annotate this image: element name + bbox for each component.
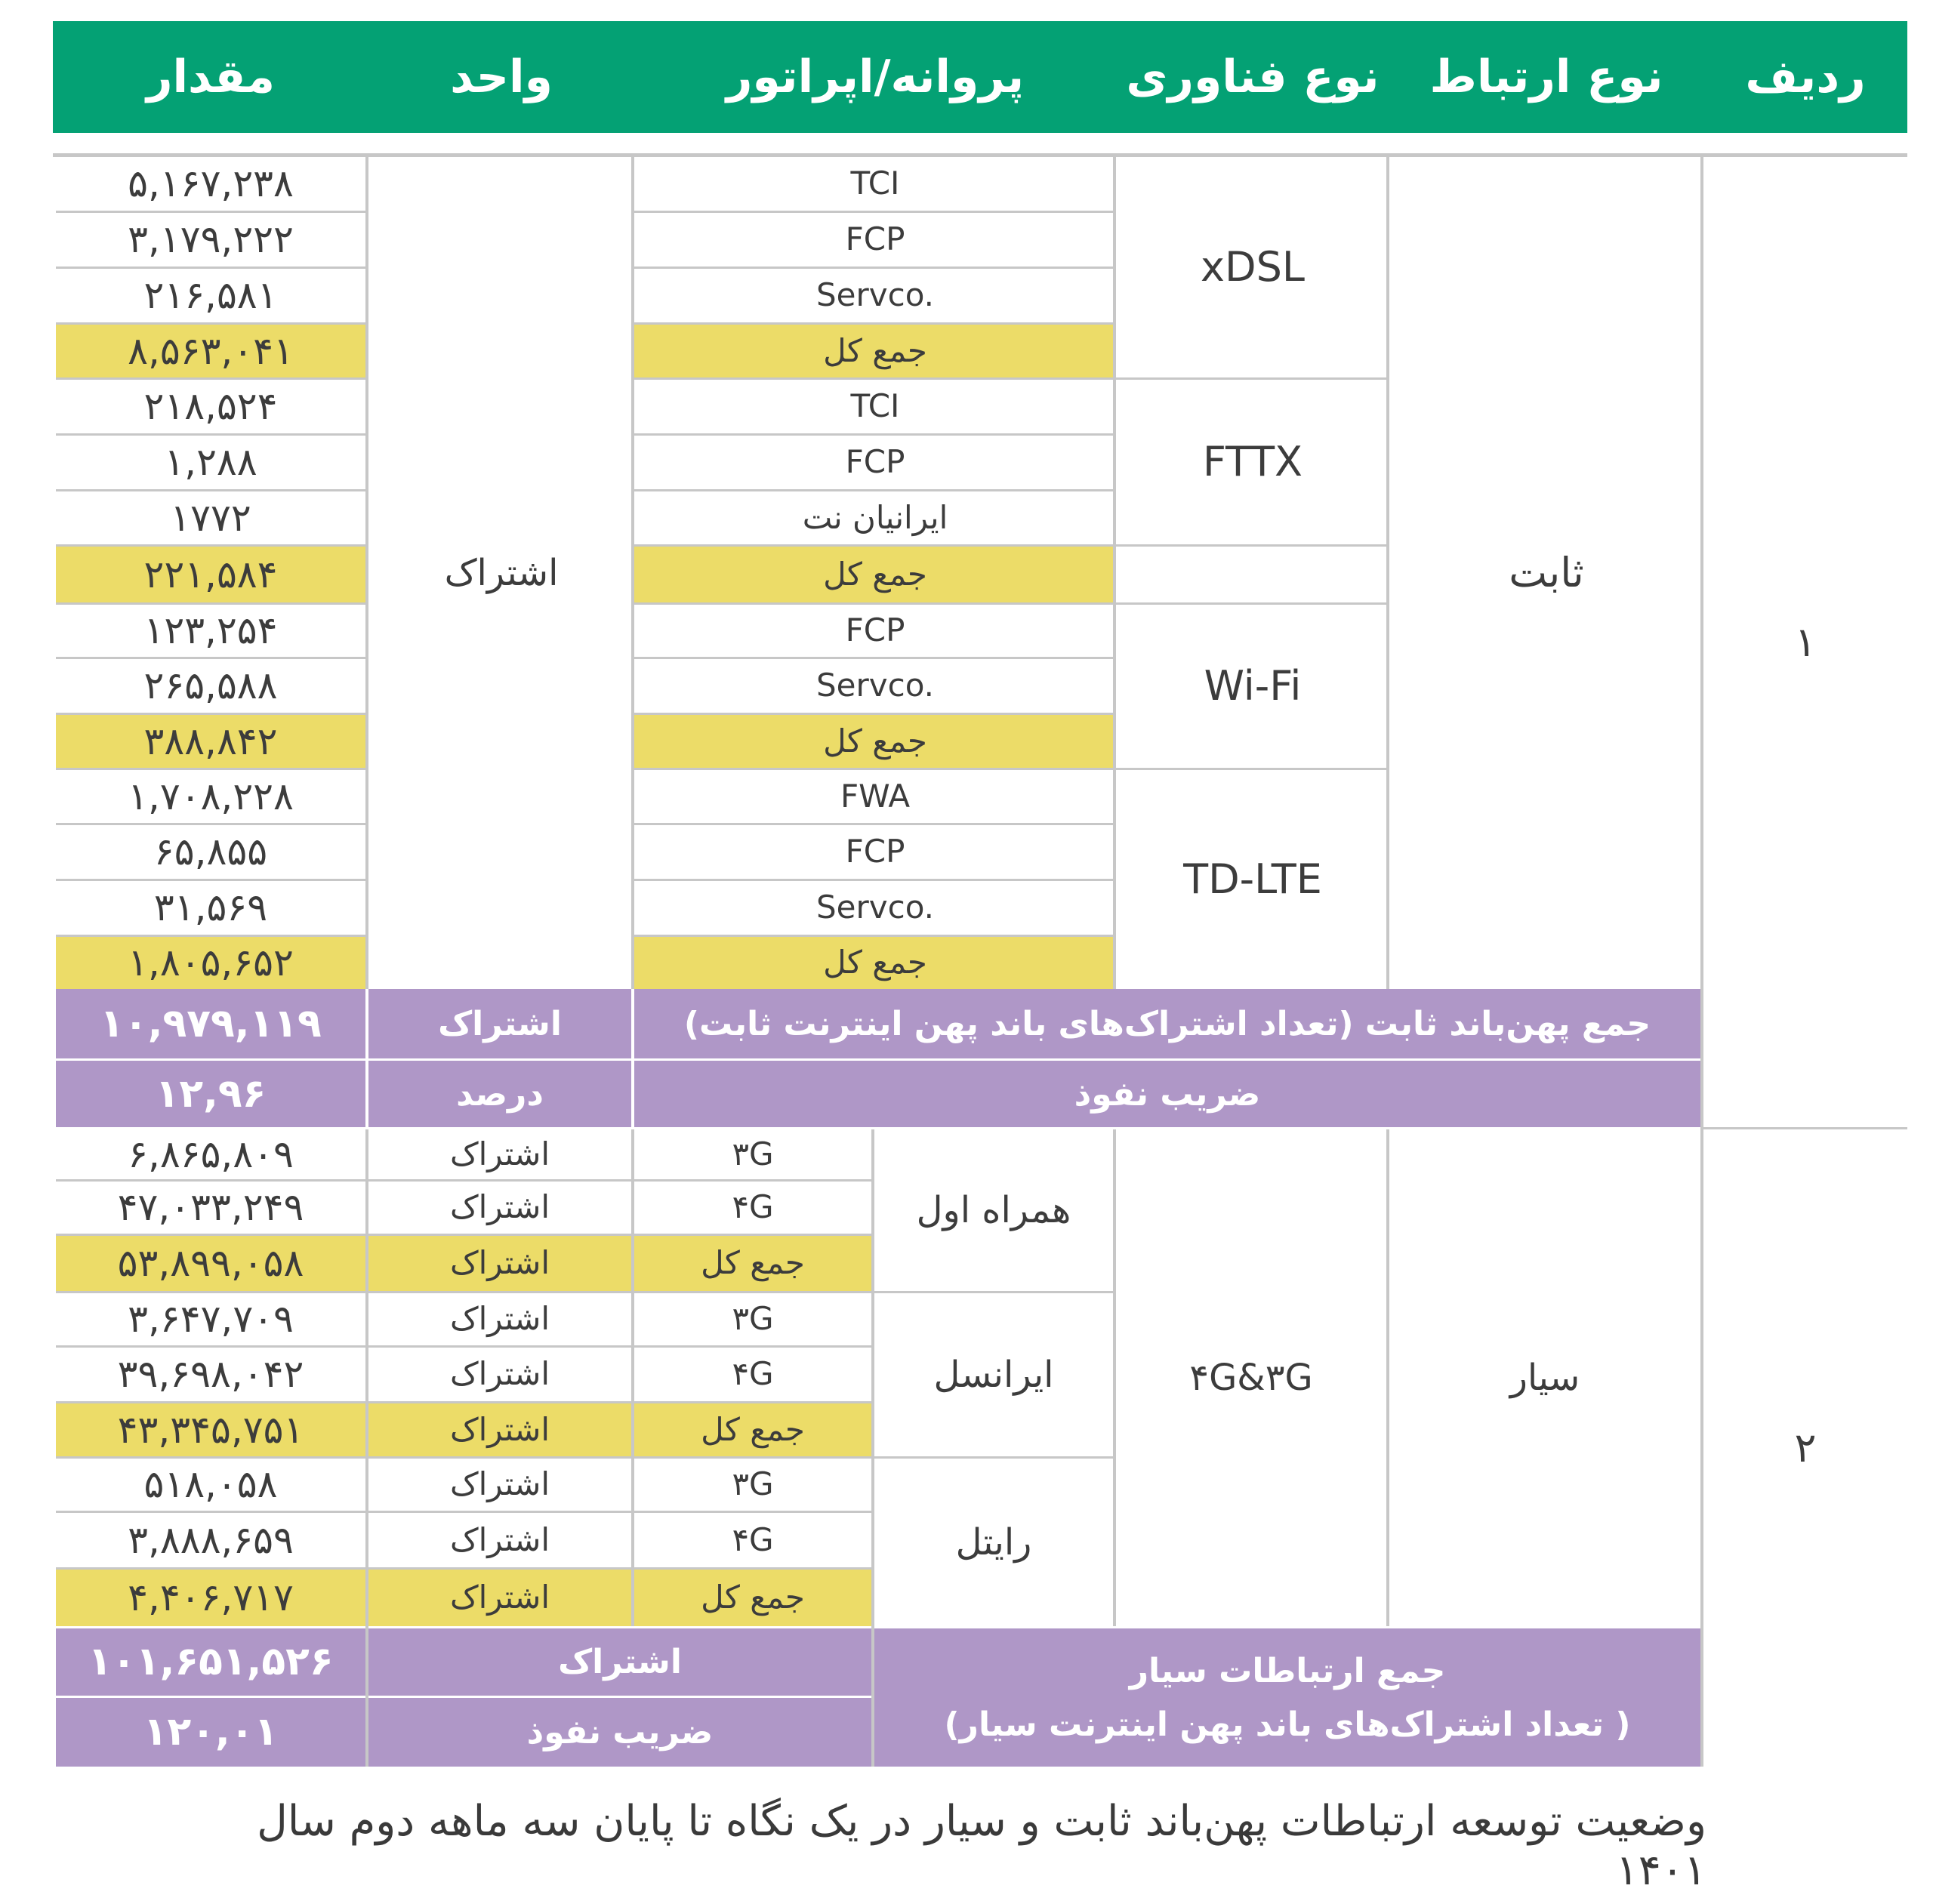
row-separator [56, 1511, 871, 1513]
row-separator [56, 1234, 871, 1236]
row-separator [56, 266, 365, 269]
unit-hamrahaval-4g: اشتراک [368, 1182, 631, 1234]
val-irancell-4g: ۳۹,۶۹۸,۰۴۲ [56, 1348, 365, 1401]
row-separator [634, 489, 1116, 491]
mobile-total-label-line1: جمع ارتباطات سیار [1129, 1651, 1446, 1690]
val-fttx-tci: ۲۱۸,۵۲۴ [56, 380, 365, 433]
op-xdsl-total: جمع کل [634, 325, 1116, 377]
row-separator [56, 433, 365, 436]
gen-hamrahaval-3g: ۳G [634, 1129, 871, 1179]
mobile-total-value: ۱۰۱,۶۵۱,۵۲۶ [56, 1628, 365, 1696]
row-separator [56, 1345, 871, 1348]
row-separator [634, 823, 1116, 825]
table-caption: وضعیت توسعه ارتباطات پهن‌باند ثابت و سیار در یک نگاه تا پایان سه ماهه دوم سال ۱۴۰۱ [257, 1797, 1706, 1895]
val-xdsl-total: ۸,۵۶۳,۰۴۱ [56, 325, 365, 377]
gen-rightel-3g: ۳G [634, 1459, 871, 1511]
val-wifi-servco: ۲۶۵,۵۸۸ [56, 659, 365, 713]
row-separator [56, 879, 365, 881]
row-separator [56, 544, 365, 547]
row-separator [634, 433, 1116, 436]
unit-irancell-4g: اشتراک [368, 1348, 631, 1401]
unit-rightel-total: اشتراک [368, 1570, 631, 1626]
op-wifi-total: جمع کل [634, 715, 1116, 768]
op-fttx-total: جمع کل [634, 547, 1116, 602]
val-hamrahaval-3g: ۶,۸۶۵,۸۰۹ [56, 1129, 365, 1179]
gen-rightel-total: جمع کل [634, 1570, 871, 1626]
col-separator [631, 157, 634, 989]
row-separator [56, 1179, 871, 1182]
row-separator [56, 322, 365, 325]
gen-hamrahaval-4g: ۴G [634, 1182, 871, 1234]
val-rightel-total: ۴,۴۰۶,۷۱۷ [56, 1570, 365, 1626]
op-xdsl-fcp: FCP [634, 213, 1116, 266]
row-separator [56, 211, 365, 213]
gen-irancell-3g: ۳G [634, 1293, 871, 1345]
op-wifi-servco: Servco. [634, 659, 1116, 713]
row-separator [56, 823, 365, 825]
op-fttx-iraniannet: ایرانیان نت [634, 491, 1116, 544]
mobile-total-label [874, 1628, 1700, 1767]
fixed-penetration-value: ۱۲,۹۶ [56, 1061, 365, 1127]
mobile-conn-type: سیار [1389, 1129, 1700, 1626]
fixed-conn-type: ثابت [1389, 157, 1703, 989]
unit-rightel-4g: اشتراک [368, 1513, 631, 1567]
val-xdsl-tci: ۵,۱۶۷,۲۳۸ [56, 157, 365, 211]
unit-rightel-3g: اشتراک [368, 1459, 631, 1511]
row-separator [56, 768, 365, 770]
row-separator [56, 377, 365, 380]
val-tdlte-fwa: ۱,۷۰۸,۲۲۸ [56, 770, 365, 823]
op-tdlte-total: جمع کل [634, 937, 1116, 989]
mobile-total-label-line2: (تعداد اشتراک‌های باند پهن اینترنت سیار ) [944, 1705, 1631, 1744]
gen-hamrahaval-total: جمع کل [634, 1236, 871, 1291]
fixed-unit: اشتراک [368, 157, 634, 989]
op-xdsl-servco: Servco. [634, 269, 1116, 322]
header-unit: واحد [368, 21, 634, 133]
row-separator [56, 1401, 871, 1403]
unit-hamrahaval-total: اشتراک [368, 1236, 631, 1291]
row-separator [56, 1567, 871, 1570]
col-separator [1386, 1129, 1389, 1626]
operator-rightel: رایتل [874, 1459, 1113, 1626]
val-irancell-3g: ۳,۶۴۷,۷۰۹ [56, 1293, 365, 1345]
col-separator [1700, 1129, 1703, 1767]
row-separator [634, 266, 1116, 269]
row-separator [56, 935, 365, 937]
op-tdlte-fwa: FWA [634, 770, 1116, 823]
fixed-total-label: جمع پهن‌باند ثابت (تعداد اشتراک‌های باند پهن اینترنت ثابت) [634, 989, 1700, 1058]
tech-fttx-blank [1116, 547, 1389, 602]
val-hamrahaval-total: ۵۳,۸۹۹,۰۵۸ [56, 1236, 365, 1291]
tech-xdsl: xDSL [1116, 157, 1389, 377]
unit-irancell-3g: اشتراک [368, 1293, 631, 1345]
row-separator [634, 322, 1116, 325]
header-row-num: ردیف [1703, 21, 1907, 133]
header-conn-type: نوع ارتباط [1389, 21, 1703, 133]
mobile-penetration-value: ۱۲۰,۰۱ [56, 1698, 365, 1767]
col-separator [365, 157, 368, 989]
op-tdlte-fcp: FCP [634, 825, 1116, 879]
val-tdlte-fcp: ۶۵,۸۵۵ [56, 825, 365, 879]
val-fttx-iraniannet: ۱۷۷۲ [56, 491, 365, 544]
val-fttx-total: ۲۲۱,۵۸۴ [56, 547, 365, 602]
val-xdsl-fcp: ۳,۱۷۹,۲۲۲ [56, 213, 365, 266]
val-fttx-fcp: ۱,۲۸۸ [56, 436, 365, 489]
unit-irancell-total: اشتراک [368, 1403, 631, 1456]
row-separator [56, 489, 365, 491]
col-separator [631, 1129, 634, 1626]
fixed-total-unit: اشتراک [368, 989, 631, 1058]
row-separator [634, 211, 1116, 213]
op-xdsl-tci: TCI [634, 157, 1116, 211]
row-separator [634, 935, 1116, 937]
op-wifi-fcp: FCP [634, 605, 1116, 657]
row-separator [634, 544, 1389, 547]
val-tdlte-servco: ۳۱,۵۶۹ [56, 881, 365, 935]
row-separator [634, 377, 1389, 380]
gen-irancell-4g: ۴G [634, 1348, 871, 1401]
header-license: پروانه/اپراتور [634, 21, 1116, 133]
val-xdsl-servco: ۲۱۶,۵۸۱ [56, 269, 365, 322]
mobile-tech: ۴G&۳G [1116, 1129, 1386, 1626]
row-separator [634, 768, 1389, 770]
tech-tdlte: TD-LTE [1116, 770, 1389, 989]
op-fttx-fcp: FCP [634, 436, 1116, 489]
val-rightel-3g: ۵۱۸,۰۵۸ [56, 1459, 365, 1511]
mobile-total-unit: اشتراک [368, 1628, 871, 1696]
row-separator [634, 879, 1116, 881]
op-fttx-tci: TCI [634, 380, 1116, 433]
fixed-penetration-unit: درصد [368, 1061, 631, 1127]
row-separator [56, 657, 365, 659]
gen-irancell-total: جمع کل [634, 1403, 871, 1456]
tech-wifi: Wi-Fi [1116, 605, 1389, 768]
col-separator [1700, 157, 1703, 1127]
operator-irancell: ایرانسل [874, 1293, 1113, 1456]
tech-fttx: FTTX [1116, 380, 1389, 544]
val-wifi-total: ۳۸۸,۸۴۲ [56, 715, 365, 768]
row-separator [56, 713, 365, 715]
row-separator [56, 1291, 1113, 1293]
operator-hamrahaval: همراه اول [874, 1129, 1113, 1291]
unit-hamrahaval-3g: اشتراک [368, 1129, 631, 1179]
col-separator [1113, 1129, 1116, 1626]
mobile-penetration-label: ضریب نفوذ [368, 1698, 871, 1767]
gen-rightel-4g: ۴G [634, 1513, 871, 1567]
val-irancell-total: ۴۳,۳۴۵,۷۵۱ [56, 1403, 365, 1456]
row-separator [634, 657, 1116, 659]
val-hamrahaval-4g: ۴۷,۰۳۳,۲۴۹ [56, 1182, 365, 1234]
val-wifi-fcp: ۱۲۳,۲۵۴ [56, 605, 365, 657]
row-separator [56, 602, 365, 605]
row-separator [634, 713, 1116, 715]
header-tech-type: نوع فناوری [1116, 21, 1389, 133]
col-separator [1113, 157, 1116, 989]
row-separator [634, 602, 1389, 605]
col-separator [1386, 157, 1389, 989]
fixed-total-value: ۱۰,۹۷۹,۱۱۹ [56, 989, 365, 1058]
fixed-penetration-label: ضریب نفوذ [634, 1061, 1700, 1127]
row-separator [56, 1456, 1113, 1459]
op-tdlte-servco: Servco. [634, 881, 1116, 935]
mobile-row-num: ۲ [1703, 1129, 1907, 1767]
val-rightel-4g: ۳,۸۸۸,۶۵۹ [56, 1513, 365, 1567]
fixed-row-num: ۱ [1703, 157, 1907, 1127]
val-tdlte-total: ۱,۸۰۵,۶۵۲ [56, 937, 365, 989]
header-amount: مقدار [53, 21, 368, 133]
